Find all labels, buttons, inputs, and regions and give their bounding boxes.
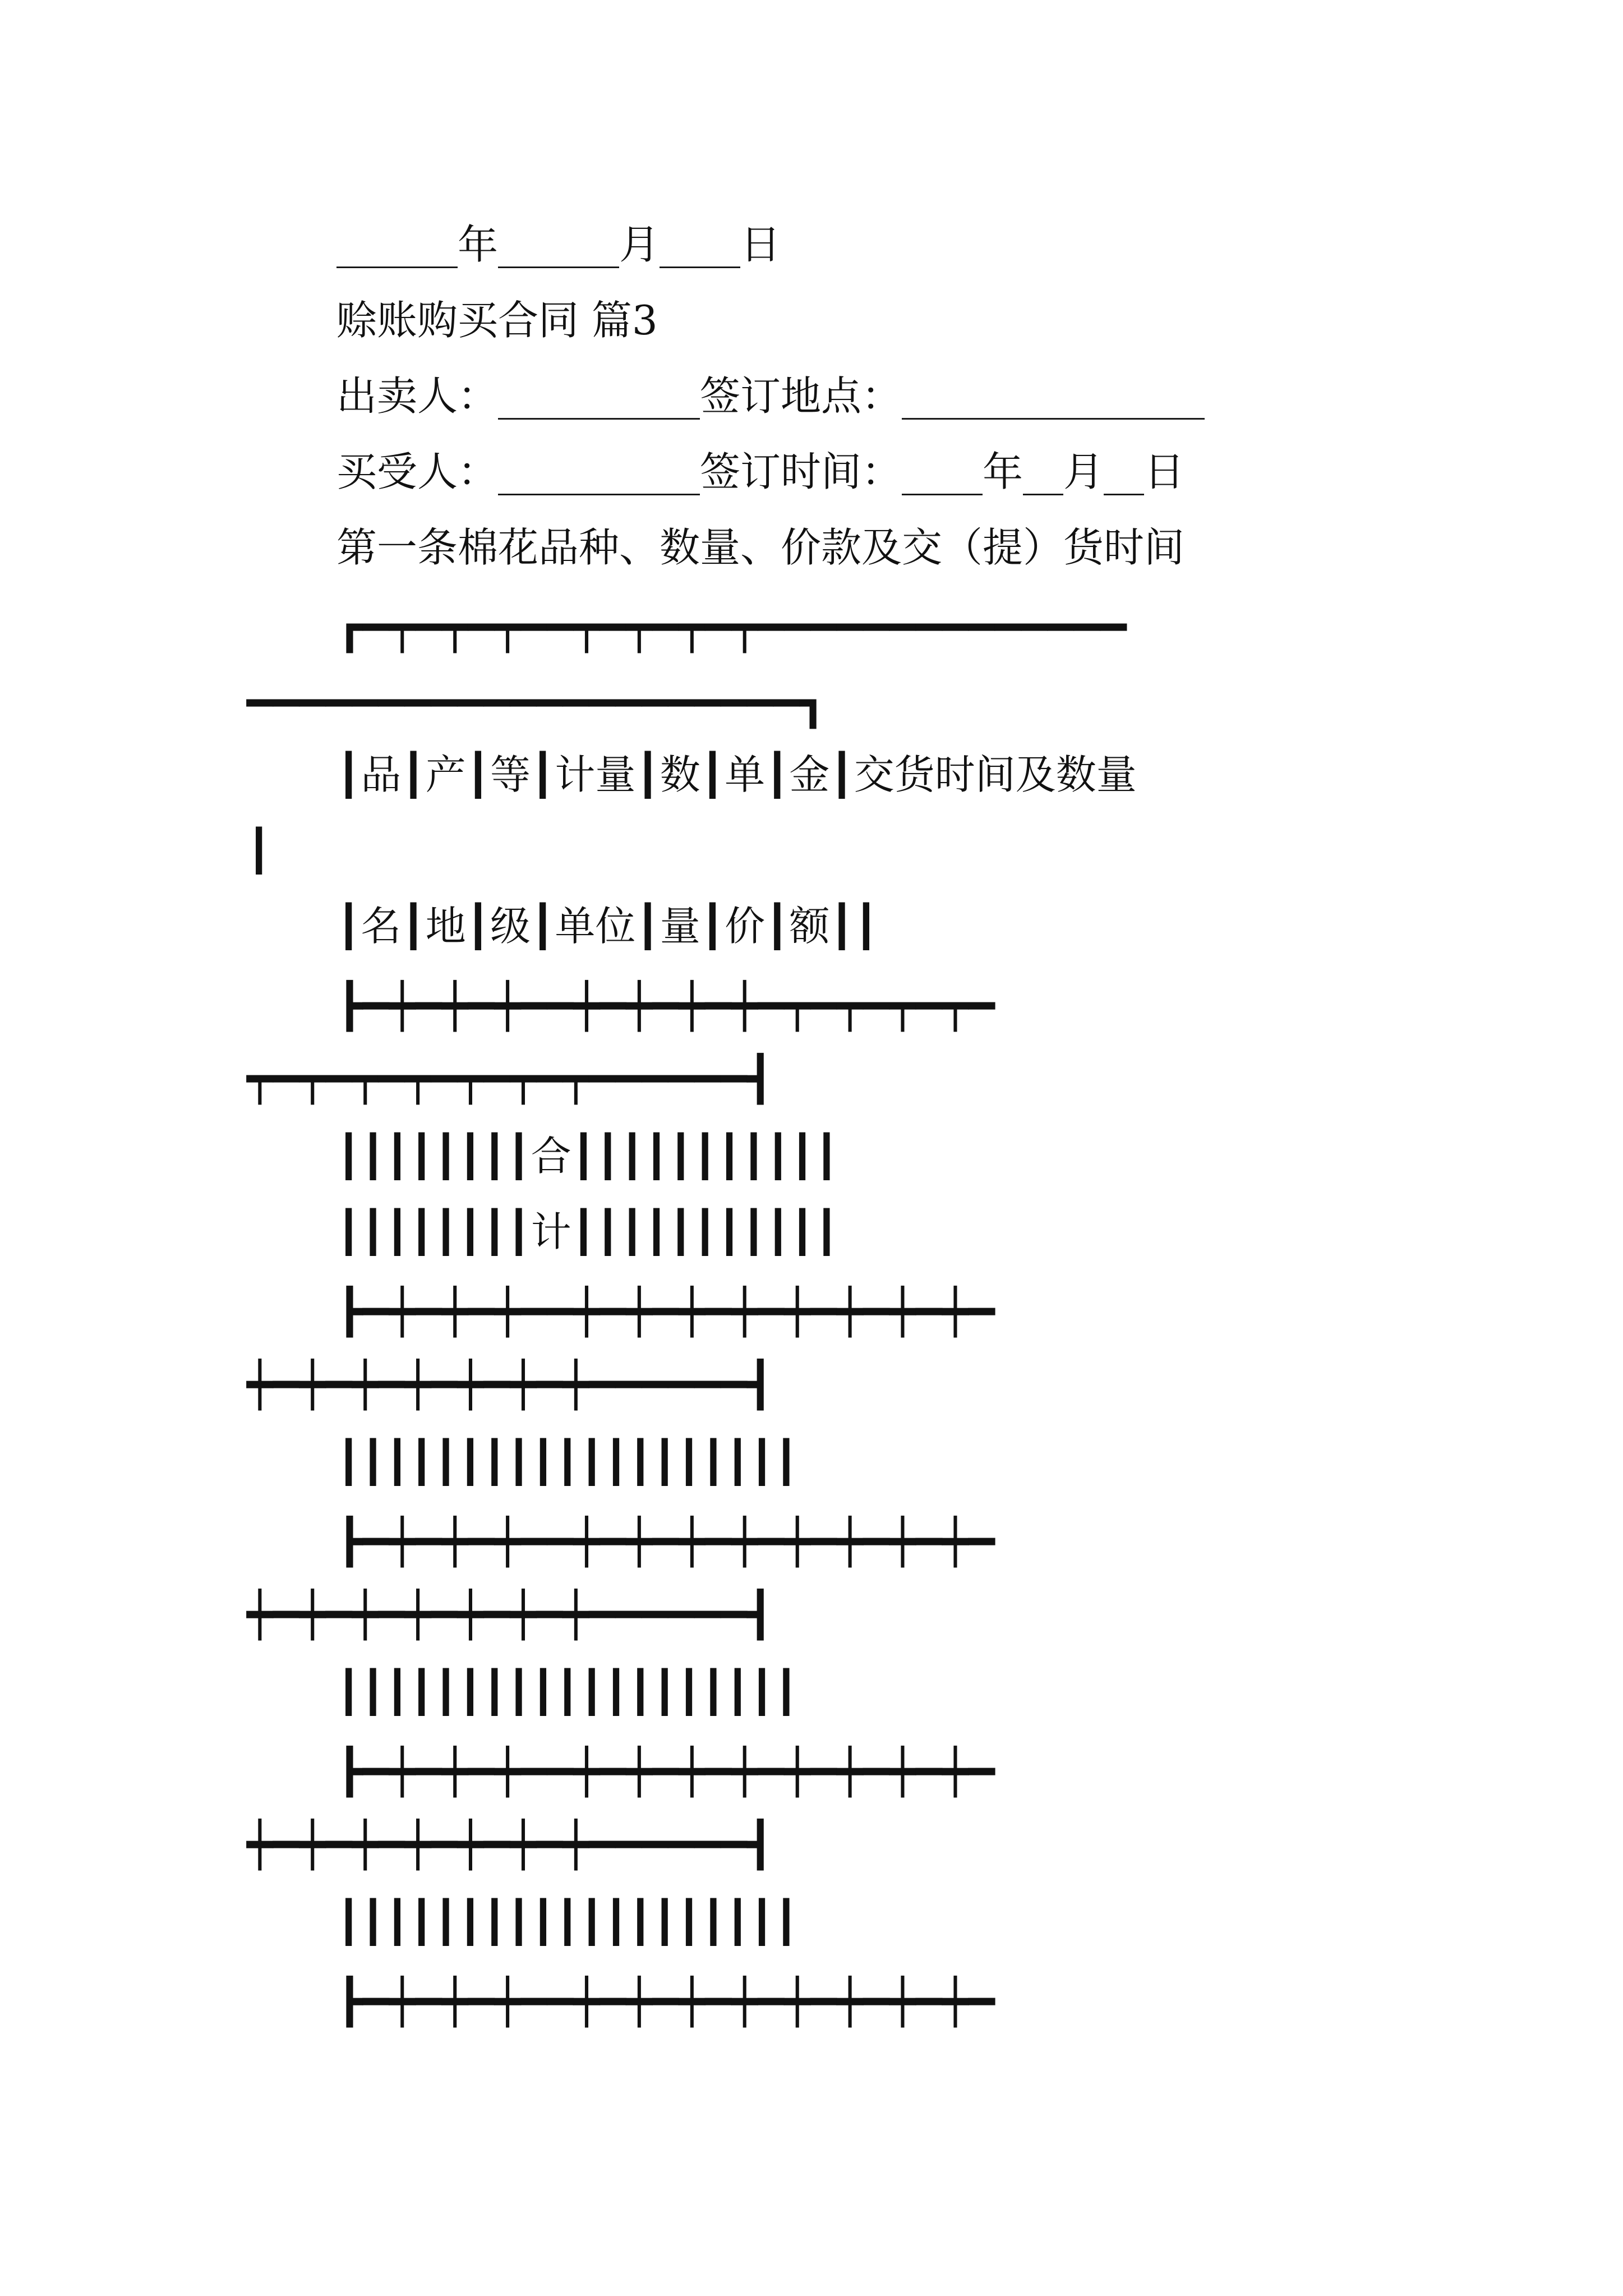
table-separator: ┣━┿━┿━┿━━┿━┿━┿━┿━┿━┿━┿━┿━: [336, 1287, 995, 1337]
table-top-border: ┏━┯━┯━┯━━┯━┯━┯━┯━━━━━━━━━━━━━━: [336, 602, 1127, 653]
date-line: ______年______月____日: [336, 221, 781, 268]
table-row: ┃┃┃┃┃┃┃┃┃┃┃┃┃┃┃┃┃┃┃: [336, 1438, 799, 1485]
table-separator: ┣━┿━┿━┿━━┿━┿━┿━┿━┿━┿━┿━┿━: [336, 1747, 995, 1797]
table-separator: ┣━┿━┿━┿━━┿━┿━┿━┿━┯━┯━┯━┯━: [336, 981, 995, 1032]
table-header-row-2: ┃名┃地┃级┃单位┃量┃价┃额┃┃: [336, 903, 879, 950]
seller-line: 出卖人：__________签订地点：_______________: [336, 372, 1205, 420]
table-total-row-1: ┃┃┃┃┃┃┃┃合┃┃┃┃┃┃┃┃┃┃┃: [336, 1133, 839, 1180]
article-1-heading: 第一条棉花品种、数量、价款及交（提）货时间: [336, 524, 1185, 571]
contract-title: 赊账购买合同 篇3: [336, 297, 658, 344]
table-separator: ┣━┿━┿━┿━━┿━┿━┿━┿━┿━┿━┿━┿━: [336, 1517, 995, 1567]
table-total-row-2: ┃┃┃┃┃┃┃┃计┃┃┃┃┃┃┃┃┃┃┃: [336, 1208, 839, 1255]
buyer-line: 买受人：__________签订时间：____年__月__日: [336, 448, 1185, 495]
table-top-border-cont: ━━━━━━━━━━━━━━━━━━━━━┓: [247, 678, 827, 729]
table-separator: ┣━┿━┿━┿━━┿━┿━┿━┿━┿━┿━┿━┿━: [336, 1977, 995, 2027]
table-separator-cont: ┿━┿━┿━┿━┿━┿━┿━━━━━━┫: [247, 1590, 774, 1640]
table-separator-cont: ┿━┿━┿━┿━┿━┿━┿━━━━━━┫: [247, 1820, 774, 1870]
table-header-row-1-cont: ┃: [247, 827, 271, 874]
table-separator-cont: ┿━┿━┿━┿━┿━┿━┿━━━━━━┫: [247, 1360, 774, 1410]
table-header-row-1: ┃品┃产┃等┃计量┃数┃单┃金┃交货时间及数量: [336, 751, 1137, 798]
table-row: ┃┃┃┃┃┃┃┃┃┃┃┃┃┃┃┃┃┃┃: [336, 1898, 799, 1945]
table-row: ┃┃┃┃┃┃┃┃┃┃┃┃┃┃┃┃┃┃┃: [336, 1668, 799, 1715]
table-separator-cont: ┯━┯━┯━┯━┯━┯━┯━━━━━━┫: [247, 1054, 774, 1105]
